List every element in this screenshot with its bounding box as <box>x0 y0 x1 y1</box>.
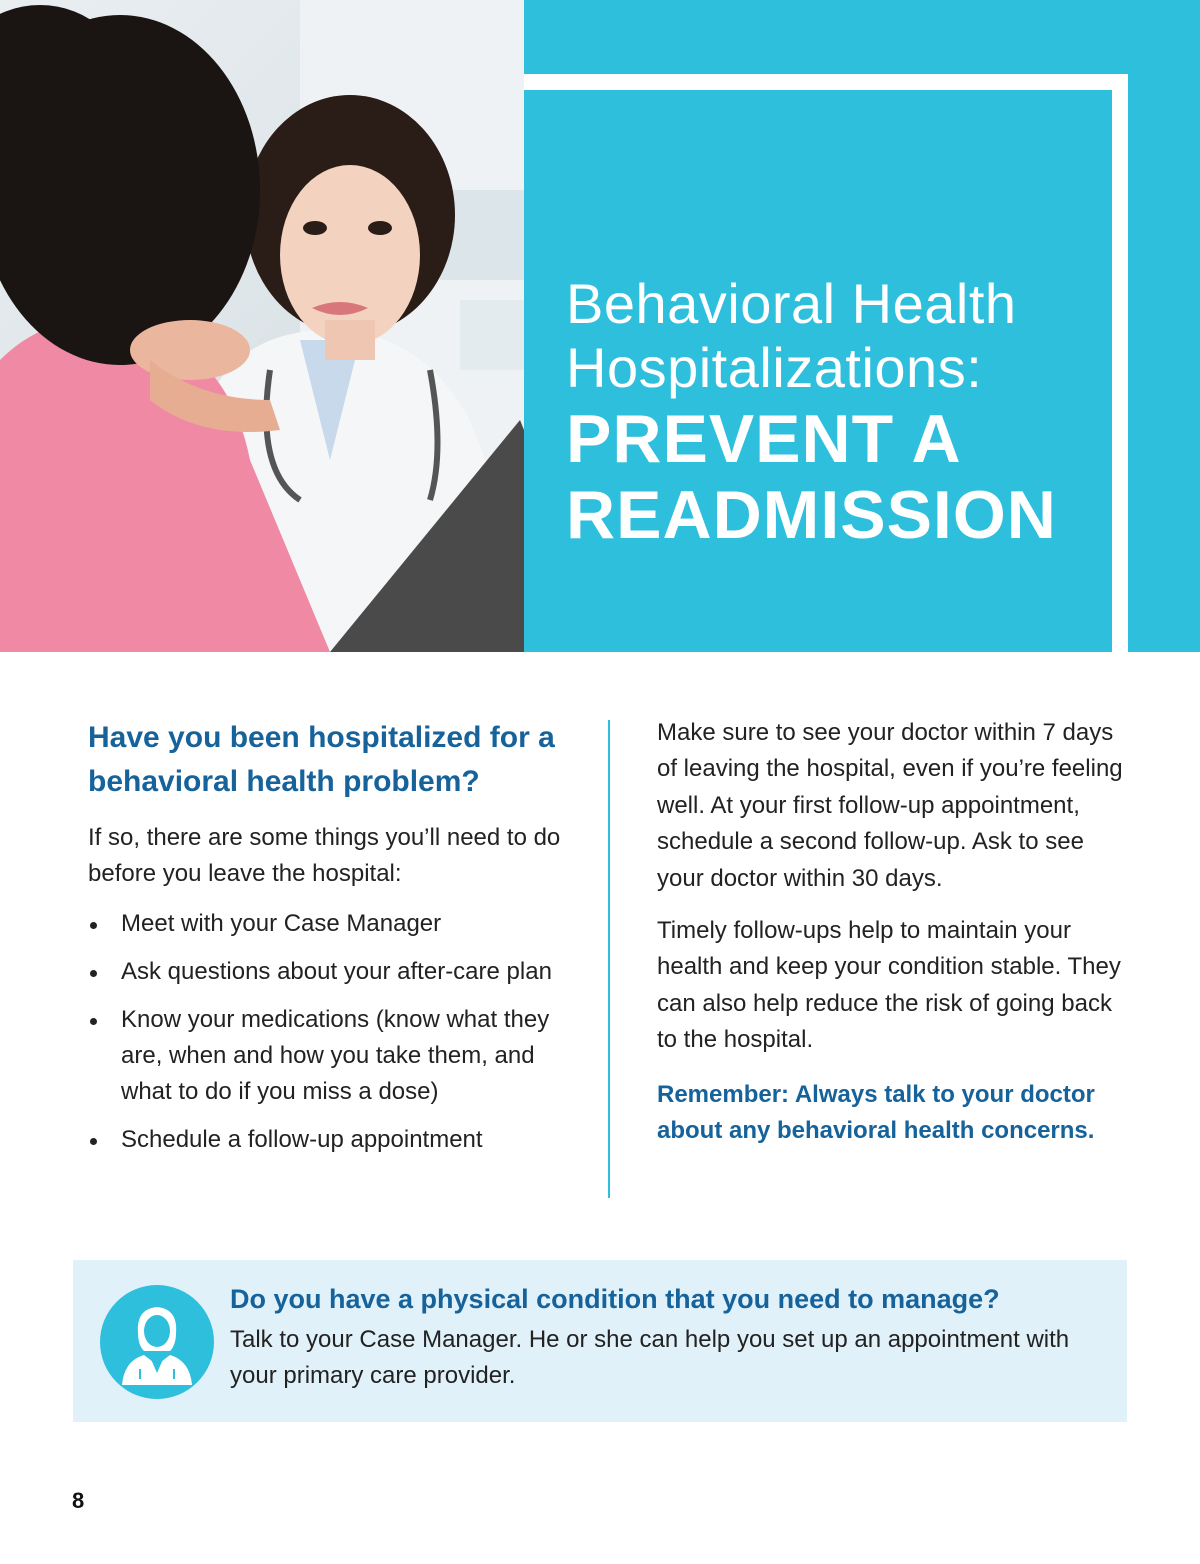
checklist <box>88 906 588 1158</box>
list-item: Schedule a follow-up appointment <box>88 1122 588 1158</box>
left-column <box>88 716 588 1170</box>
callout-text: Talk to your Case Manager. He or she can help you set up an appointment with your primary care provider. <box>230 1326 1070 1389</box>
intro-paragraph: If so, there are some things you’ll need to do before you leave the hospital: <box>88 824 561 887</box>
hero-photo-illustration <box>0 0 524 652</box>
title-bold-line-1: PREVENT A <box>566 401 962 477</box>
section-heading: Have you been hospitalized for a behavioral health problem? <box>88 721 555 798</box>
followup-paragraph: Make sure to see your doctor within 7 days of leaving the hospital, even if you’re feeling well. At your first follow-up appointment, schedule a second follow-up. Ask to see your doctor within 30 days. <box>657 719 1123 892</box>
hero-photo-doctor-patient <box>0 0 524 652</box>
timely-paragraph: Timely follow-ups help to maintain your health and keep your condition stable. They can also help reduce the risk of going back to the hospital. <box>657 917 1121 1054</box>
list-item: Meet with your Case Manager <box>88 906 588 942</box>
list-item: Ask questions about your after-care plan <box>88 954 588 990</box>
right-column <box>657 715 1127 1149</box>
remember-note: Remember: Always talk to your doctor about any behavioral health concerns. <box>657 1080 1095 1144</box>
title-line-2: Hospitalizations: <box>566 336 983 399</box>
callout-heading: Do you have a physical condition that you need to manage? <box>230 1284 1000 1314</box>
page-number: 8 <box>72 1488 85 1513</box>
callout-box <box>73 1260 1127 1422</box>
doctor-person-icon <box>100 1285 214 1399</box>
page-title <box>566 272 1126 552</box>
title-bold-line-2: READMISSION <box>566 477 1057 553</box>
title-line-1: Behavioral Health <box>566 272 1017 335</box>
column-divider <box>608 720 610 1198</box>
list-item: Know your medications (know what they are, when and how you take them, and what to do if you miss a dose) <box>88 1002 588 1110</box>
